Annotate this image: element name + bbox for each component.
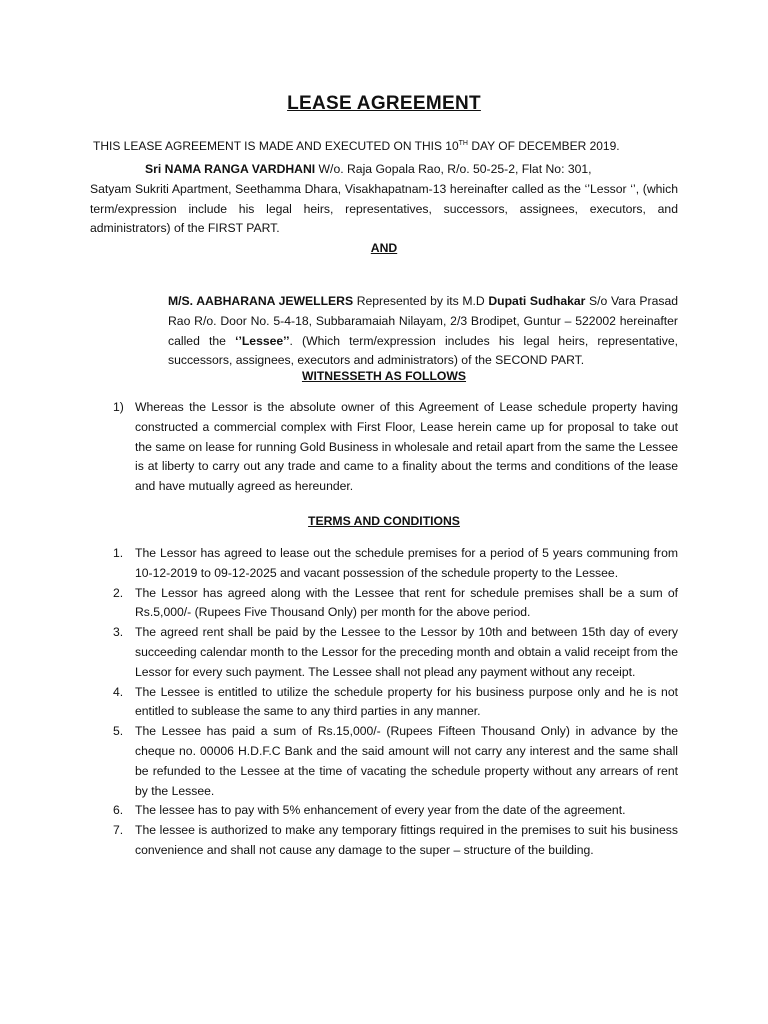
term-number: 7. xyxy=(113,823,124,838)
second-party-text xyxy=(90,292,678,371)
second-party-mid2: S/o Vara Prasad Rao R/o. Door No. 5-4-18, Subbaramaiah Nilayam, 2/3 Brodipet, Guntur – 522002 hereinafter called the xyxy=(168,294,679,348)
lessor-address: W/o. Raja Gopala Rao, R/o. 50-25-2, Flat No: 301, xyxy=(315,162,592,176)
md-name: Dupati Sudhakar xyxy=(488,294,586,308)
list-item-number: 1) xyxy=(113,400,124,414)
term-item-2 xyxy=(113,584,678,624)
first-party-rest: Satyam Sukriti Apartment, Seethamma Dhara, Visakhapatnam-13 hereinafter called as the ‘’Lessor ‘’, (which term/expression include his legal heirs, representatives, successors, assignees, executors, and administrators) of the FIRST PART. xyxy=(90,181,678,236)
and-heading: AND xyxy=(370,241,398,255)
term-number: 4. xyxy=(113,684,124,699)
list-item-text: Whereas the Lessor is the absolute owner of this Agreement of Lease schedule property having constructed a commercial complex with First Floor, Lease herein came up for proposal to take out the same on lease for running Gold Business in wholesale and retail apart from the same the Lessee is at liberty to carry out any trade and came to a finality about the terms and conditions of the lease and have mutually agreed as hereunder. xyxy=(135,400,678,494)
term-item-7 xyxy=(113,821,678,861)
term-text: The lessee is authorized to make any temporary fittings required in the premises to suit his business convenience and shall not cause any damage to the super – structure of the building. xyxy=(135,823,678,857)
second-party-end: . (Which term/expression includes his legal heirs, representative, successors, assignees, executors and administrators) of the SECOND PART. xyxy=(168,333,678,368)
term-text: The agreed rent shall be paid by the Lessee to the Lessor by 10th and between 15th day of every succeeding calendar month to the Lessor for the preceding month and obtain a valid receipt from the Lessor for every such payment. The Lessee shall not plead any payment without any receipt. xyxy=(135,625,678,679)
term-text: The Lessor has agreed along with the Lessee that rent for schedule premises shall be a sum of Rs.5,000/- (Rupees Five Thousand Only) per month for the above period. xyxy=(135,585,678,620)
first-party-line1 xyxy=(90,160,678,180)
lessee-name: M/S. AABHARANA JEWELLERS xyxy=(168,294,354,308)
witnesseth-heading: WITNESSETH AS FOLLOWS xyxy=(301,369,467,383)
term-item-5 xyxy=(113,722,678,801)
term-text: The lessee has to pay with 5% enhancement of every year from the date of the agreement. xyxy=(135,803,626,818)
terms-list xyxy=(113,544,678,861)
intro-superscript: TH xyxy=(458,140,468,147)
term-item-1 xyxy=(113,544,678,584)
term-number: 2. xyxy=(113,585,124,600)
term-text: The Lessor has agreed to lease out the schedule premises for a period of 5 years communing from 10-12-2019 to 09-12-2025 and vacant possession of the schedule property to the Lessee. xyxy=(135,546,678,580)
term-item-6 xyxy=(113,801,678,821)
term-number: 3. xyxy=(113,625,124,640)
term-text: The Lessee has paid a sum of Rs.15,000/- (Rupees Fifteen Thousand Only) in advance by the cheque no. 00006 H.D.F.C Bank and the said amount will not carry any interest and the same shall be refunded to the Lessee at the time of vacating the schedule property without any arrears of rent by the Lessee. xyxy=(135,724,678,798)
term-item-3 xyxy=(113,623,678,682)
term-number: 1. xyxy=(113,546,124,560)
document-title: LEASE AGREEMENT xyxy=(287,93,481,114)
lessor-name: Sri NAMA RANGA VARDHANI xyxy=(145,162,316,176)
terms-heading: TERMS AND CONDITIONS xyxy=(308,514,460,528)
term-text: The Lessee is entitled to utilize the schedule property for his business purpose only and he is not entitled to sublease the same to any third parties in any manner. xyxy=(135,684,678,719)
first-party-paragraph xyxy=(90,160,678,239)
list-item xyxy=(113,398,678,497)
second-party-paragraph xyxy=(90,292,678,371)
lessee-term: ‘’Lessee’’ xyxy=(235,333,290,348)
intro-text-end: DAY OF DECEMBER 2019. xyxy=(468,139,620,153)
term-number: 6. xyxy=(113,803,124,818)
intro-line xyxy=(93,137,620,157)
whereas-list xyxy=(113,398,678,497)
term-number: 5. xyxy=(113,724,124,739)
term-item-4 xyxy=(113,683,678,723)
second-party-mid1: Represented by its M.D xyxy=(353,294,489,308)
intro-text: THIS LEASE AGREEMENT IS MADE AND EXECUTED ON THIS 10 xyxy=(93,139,459,153)
